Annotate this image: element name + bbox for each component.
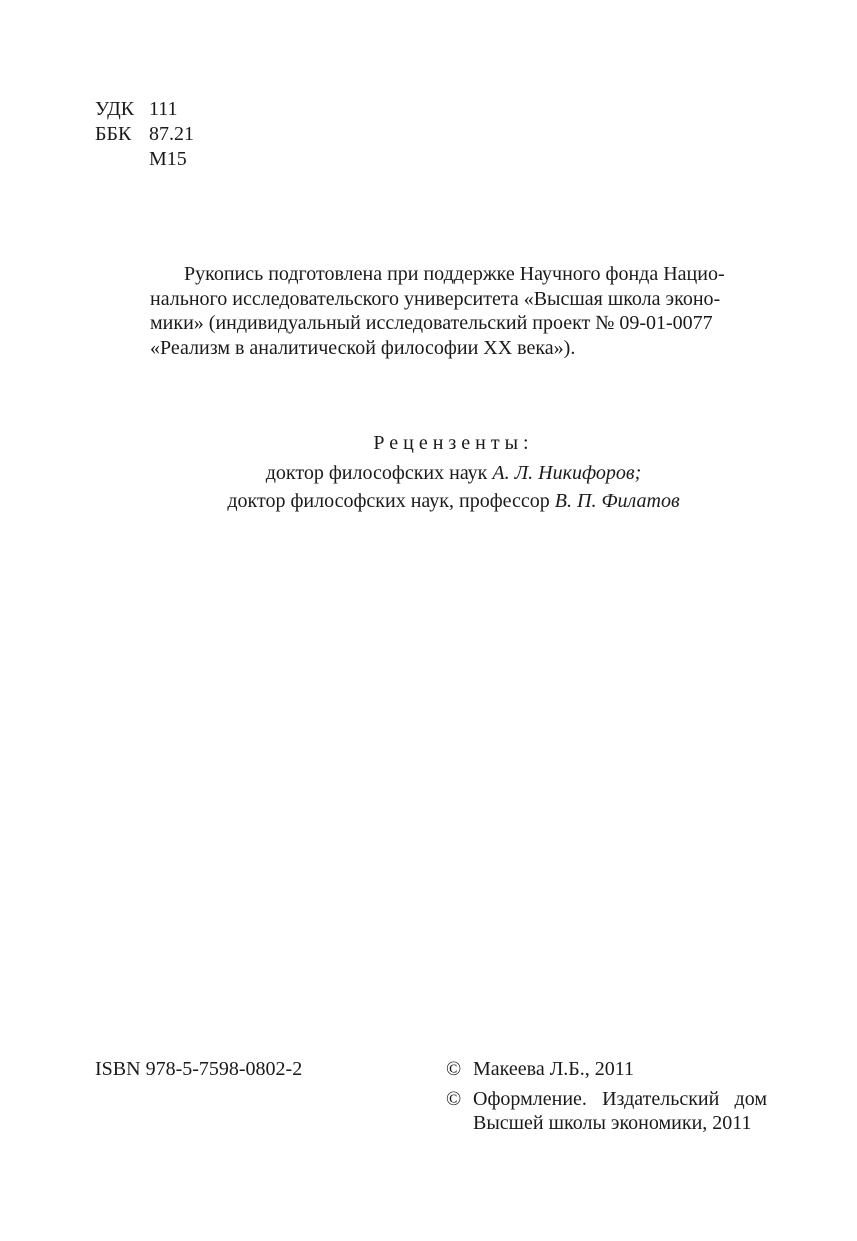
udk-label: УДК	[95, 98, 135, 120]
copyright-design	[446, 1087, 776, 1135]
udk-row	[95, 97, 194, 122]
reviewer-1-name: А. Л. Никифоров;	[492, 462, 642, 484]
copyright-author	[446, 1057, 776, 1081]
bbk-label: ББК	[95, 123, 132, 145]
bbk-row	[95, 122, 194, 147]
reviewers-block	[95, 431, 812, 517]
reviewer-2-name: В. П. Филатов	[554, 490, 680, 512]
grant-line-3: мики» (индивидуальный исследовательский проект № 09-01-0077	[150, 312, 713, 334]
reviewer-1-degree: доктор философских наук	[265, 462, 493, 484]
isbn: ISBN 978-5-7598-0802-2	[95, 1058, 303, 1080]
udk-value: 111	[149, 98, 178, 120]
reviewer-2-degree: доктор философских наук, профессор	[227, 490, 555, 512]
grant-line-4: «Реализм в аналитической философии XX века»).	[150, 336, 576, 359]
classification-codes	[95, 97, 194, 172]
copyright-author-line-1: Макеева Л.Б., 2011	[473, 1058, 634, 1080]
grant-line-2: нального исследовательского университета «Высшая школа эконо-	[150, 287, 721, 310]
grant-note	[150, 262, 771, 360]
reviewer-1	[95, 461, 812, 489]
copyright-design-line-1: Оформление. Издательский дом	[473, 1088, 767, 1110]
copyright-sign: ©	[446, 1058, 462, 1080]
grant-line-1: Рукопись подготовлена при поддержке Научного фонда Нацио-	[184, 263, 725, 285]
copyright-sign: ©	[446, 1088, 462, 1110]
author-mark-value: М15	[149, 148, 187, 170]
copyright-design-line-2: Высшей школы экономики, 2011	[473, 1112, 752, 1134]
bbk-value: 87.21	[149, 123, 194, 145]
reviewer-2	[95, 489, 812, 517]
copyright-author-text	[473, 1057, 776, 1081]
author-mark-row	[95, 147, 194, 172]
reviewers-heading: Рецензенты:	[373, 432, 534, 454]
copyright-design-text	[473, 1087, 776, 1135]
copyright-notices	[446, 1057, 776, 1141]
